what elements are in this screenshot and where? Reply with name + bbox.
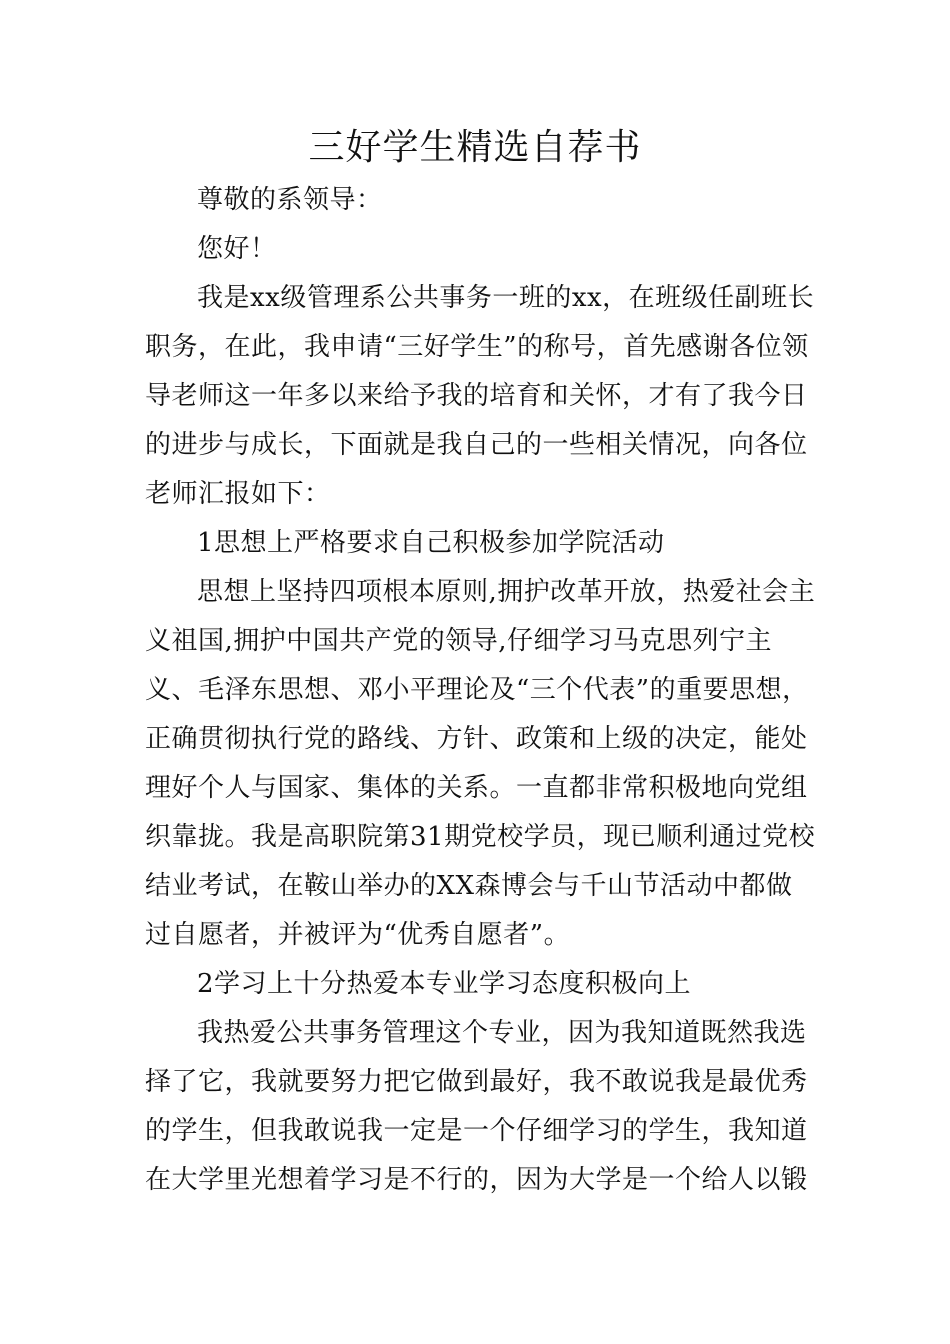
section-heading-1: 1思想上严格要求自己积极参加学院活动 [197, 528, 665, 558]
section-paragraph-2: 我热爱公共事务管理这个专业，因为我知道既然我选择了它，我就要努力把它做到最好，我不敢说我是最优秀的学生，但我敢说我一定是一个仔细学习的学生，我知道在大学里光想着学习是不行的，因为大学是一个给人以锻 [145, 1018, 808, 1195]
document-body [145, 176, 817, 1205]
document-title: 三好学生精选自荐书 [308, 127, 642, 168]
section-paragraph-1: 思想上坚持四项根本原则,拥护改革开放，热爱社会主义祖国,拥护中国共产党的领导,仔细学习马克思列宁主义、毛泽东思想、邓小平理论及“三个代表”的重要思想，正确贯彻执行党的路线、方针、政策和上级的决定，能处理好个人与国家、集体的关系。一直都非常积极地向党组织靠拢。我是高职院第31期党校学员，现已顺利通过党校结业考试，在鞍山举办的XX森博会与千山节活动中都做过自愿者，并被评为“优秀自愿者”。 [145, 577, 816, 950]
intro-paragraph: 我是xx级管理系公共事务一班的xx，在班级任副班长职务，在此，我申请“三好学生”的称号，首先感谢各位领导老师这一年多以来给予我的培育和关怀，才有了我今日的进步与成长，下面就是我自己的一些相关情况，向各位老师汇报如下： [145, 283, 815, 509]
greeting-line: 您好！ [197, 234, 277, 264]
section-heading-2: 2学习上十分热爱本专业学习态度积极向上 [197, 969, 692, 999]
salutation-line: 尊敬的系领导： [197, 185, 383, 215]
